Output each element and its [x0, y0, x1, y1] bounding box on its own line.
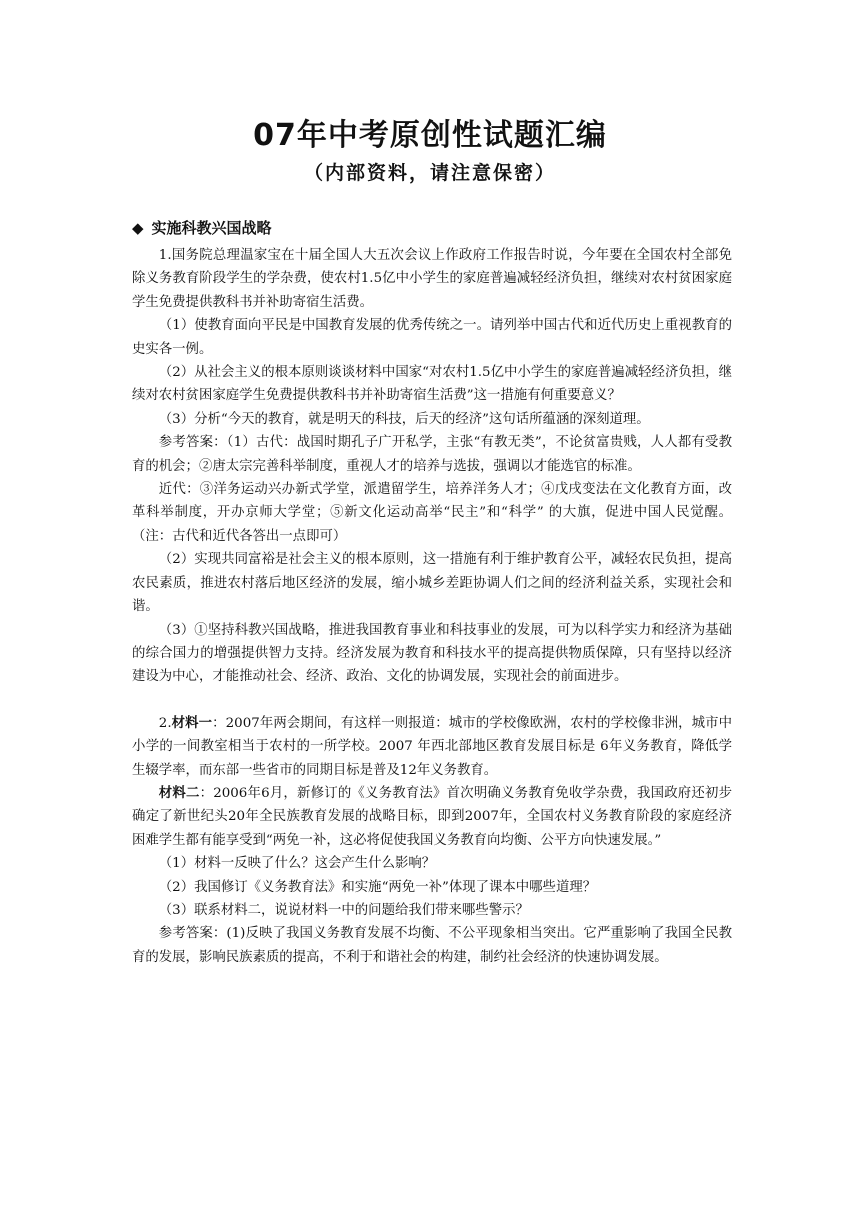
question-2-sub-3: （3）联系材料二，说说材料一中的问题给我们带来哪些警示？ — [158, 902, 529, 918]
document-body — [132, 244, 732, 969]
document-subtitle: （内部资料，请注意保密） — [303, 162, 556, 184]
section-heading — [132, 217, 272, 238]
question-1-sub-3: （3）分析“今天的教育，就是明天的科技，后天的经济”这句话所蕴涵的深刻道理。 — [158, 411, 650, 427]
question-1-sub-1: （1）使教育面向平民是中国教育发展的优秀传统之一。请列举中国古代和近代历史上重视教育的史实各一例。 — [132, 318, 732, 357]
question-2-sub-1: （1）材料一反映了什么？这会产生什么影响？ — [158, 856, 436, 872]
question-2-number: 2. — [158, 715, 172, 731]
question-2-sub-2: （2）我国修订《义务教育法》和实施“两免一补”体现了课本中哪些道理？ — [158, 879, 597, 895]
answer-1-modern: 近代：③洋务运动兴办新式学堂，派遣留学生，培养洋务人才；④戊戌变法在文化教育方面，改革科举制度，开办京师大学堂；⑤新文化运动高举“民主”和“科学” 的大旗，促进中国人民觉醒。（注：古代和近代各答出一点即可） — [132, 482, 732, 544]
material-1-text: ：2007年两会期间，有这样一则报道：城市的学校像欧洲，农村的学校像非洲，城市中小学的一间教室相当于农村的一所学校。2007 年西北部地区教育发展目标是 6年义务教育，降低学生辍学率，而东部一些省市的同期目标是普及12年义务教育。 — [132, 715, 733, 778]
diamond-icon: ◆ — [132, 219, 144, 237]
material-2-label: 材料二 — [158, 784, 200, 801]
question-2-material-2 — [132, 782, 732, 852]
document-title: 07年中考原创性试题汇编 — [253, 118, 607, 153]
answer-1-part-1: 参考答案：（1）古代：战国时期孔子广开私学，主张“有教无类”，不论贫富贵贱，人人都有受教育的机会；②唐太宗完善科举制度，重视人才的培养与选拔，强调以才能选官的标准。 — [132, 435, 732, 474]
answer-1-part-3: （3）①坚持科教兴国战略，推进我国教育事业和科技事业的发展，可为以科学实力和经济为基础的综合国力的增强提供智力支持。经济发展为教育和科技水平的提高提供物质保障，只有坚持以经济建设为中心，才能推动社会、经济、政治、文化的协调发展，实现社会的前面进步。 — [132, 622, 732, 685]
material-2-text: ：2006年6月，新修订的《义务教育法》首次明确义务教育免收学杂费，我国政府还初步确定了新世纪头20年全民族教育发展的战略目标，即到2007年，全国农村义务教育阶段的家庭经济困难学生都有能享受到“两免一补，这必将促使我国义务教育向均衡、公平方向快速发展。” — [132, 785, 732, 848]
answer-1-part-2: （2）实现共同富裕是社会主义的根本原则，这一措施有利于维护教育公平，减轻农民负担，提高农民素质，推进农村落后地区经济的发展，缩小城乡差距协调人们之间的经济利益关系，实现社会和谐。 — [132, 552, 732, 615]
question-2-material-1 — [132, 712, 732, 782]
question-1-stem: 1.国务院总理温家宝在十届全国人大五次会议上作政府工作报告时说，今年要在全国农村全部免除义务教育阶段学生的学杂费，使农村1.5亿中小学生的家庭普遍减轻经济负担，继续对农村贫困家庭学生免费提供教科书并补助寄宿生活费。 — [132, 248, 732, 310]
section-heading-text: 实施科教兴国战略 — [151, 219, 272, 237]
answer-2: 参考答案：(1)反映了我国义务教育发展不均衡、不公平现象相当突出。它严重影响了我国全民教育的发展，影响民族素质的提高，不利于和谐社会的构建，制约社会经济的快速协调发展。 — [132, 926, 732, 965]
question-1-sub-2: （2）从社会主义的根本原则谈谈材料中国家“对农村1.5亿中小学生的家庭普遍减轻经济负担，继续对农村贫困家庭学生免费提供教科书并补助寄宿生活费”这一措施有何重要意义？ — [132, 365, 732, 404]
material-1-label: 材料一 — [171, 714, 213, 731]
